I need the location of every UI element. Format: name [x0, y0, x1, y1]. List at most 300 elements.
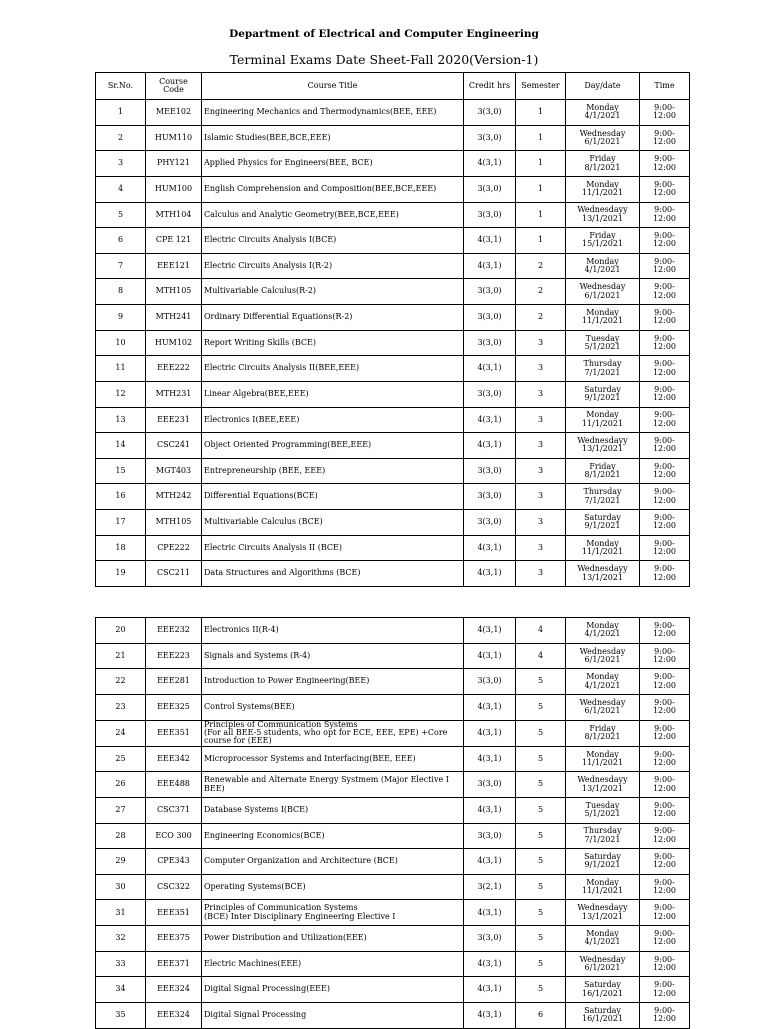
table-row — [96, 202, 690, 228]
table-row — [96, 874, 690, 900]
cell-time: 9:00-12:00 — [640, 253, 690, 279]
cell-course-code: MEE102 — [146, 100, 202, 126]
exam-day: Saturday — [584, 384, 621, 394]
exam-date: 11/1/2021 — [581, 418, 624, 428]
cell-time: 9:00-12:00 — [640, 874, 690, 900]
cell-sr-no: 7 — [96, 253, 146, 279]
exam-date: 15/1/2021 — [581, 239, 624, 249]
table-row — [96, 125, 690, 151]
exam-day: Monday — [586, 307, 619, 317]
cell-semester: 3 — [516, 381, 566, 407]
cell-course-title: Electric Circuits Analysis II(BEE,EEE) — [202, 356, 464, 382]
cell-course-title: English Comprehension and Composition(BEE,BCE,EEE) — [202, 176, 464, 202]
exam-date: 4/1/2021 — [584, 680, 621, 690]
cell-course-title: Renewable and Alternate Energy Systmem (Major Elective I BEE) — [202, 772, 464, 798]
cell-day-date — [566, 977, 640, 1003]
cell-credit-hrs: 3(3,0) — [464, 772, 516, 798]
header-course-title: Course Title — [202, 73, 464, 100]
cell-day-date — [566, 151, 640, 177]
exam-day: Monday — [586, 749, 619, 759]
cell-semester: 3 — [516, 484, 566, 510]
cell-course-code: EEE351 — [146, 720, 202, 746]
cell-time: 9:00-12:00 — [640, 125, 690, 151]
cell-course-code: EEE324 — [146, 977, 202, 1003]
cell-course-code: EEE231 — [146, 407, 202, 433]
table-row — [96, 151, 690, 177]
cell-course-title: Electronics I(BEE,EEE) — [202, 407, 464, 433]
cell-sr-no: 2 — [96, 125, 146, 151]
exam-date: 9/1/2021 — [584, 521, 621, 531]
cell-day-date — [566, 330, 640, 356]
cell-course-title: Principles of Communication Systems (BCE) Inter Disciplinary Engineering Elective I — [202, 900, 464, 926]
cell-semester: 4 — [516, 618, 566, 644]
cell-semester: 1 — [516, 100, 566, 126]
table-row — [96, 330, 690, 356]
cell-course-title: Multivariable Calculus (BCE) — [202, 510, 464, 536]
table-row — [96, 356, 690, 382]
cell-course-title: Entrepreneurship (BEE, EEE) — [202, 458, 464, 484]
table-row — [96, 381, 690, 407]
cell-credit-hrs: 3(3,0) — [464, 484, 516, 510]
cell-day-date — [566, 746, 640, 772]
cell-course-code: EEE371 — [146, 951, 202, 977]
cell-semester: 3 — [516, 407, 566, 433]
table-row — [96, 305, 690, 331]
exam-date: 8/1/2021 — [584, 162, 621, 172]
cell-course-code: HUM110 — [146, 125, 202, 151]
exam-day: Wednesdayy — [577, 903, 628, 913]
exam-date: 9/1/2021 — [584, 393, 621, 403]
cell-day-date — [566, 279, 640, 305]
exam-day: Monday — [586, 672, 619, 682]
exam-date: 16/1/2021 — [581, 988, 624, 998]
exam-date: 7/1/2021 — [584, 367, 621, 377]
cell-course-code: MTH231 — [146, 381, 202, 407]
header-semester: Semester — [516, 73, 566, 100]
cell-credit-hrs: 4(3,1) — [464, 535, 516, 561]
cell-semester: 5 — [516, 797, 566, 823]
cell-semester: 2 — [516, 279, 566, 305]
cell-time: 9:00-12:00 — [640, 279, 690, 305]
cell-sr-no: 24 — [96, 720, 146, 746]
cell-credit-hrs: 3(3,0) — [464, 458, 516, 484]
table-row — [96, 279, 690, 305]
cell-course-code: EEE232 — [146, 618, 202, 644]
header-day-date: Day/date — [566, 73, 640, 100]
cell-course-title: Control Systems(BEE) — [202, 694, 464, 720]
cell-time: 9:00-12:00 — [640, 772, 690, 798]
cell-semester: 3 — [516, 458, 566, 484]
exam-day: Saturday — [584, 512, 621, 522]
cell-credit-hrs: 4(3,1) — [464, 356, 516, 382]
cell-course-code: CSC211 — [146, 561, 202, 587]
cell-course-title: Signals and Systems (R-4) — [202, 643, 464, 669]
cell-course-code: MTH104 — [146, 202, 202, 228]
cell-course-code: HUM100 — [146, 176, 202, 202]
table-row — [96, 669, 690, 695]
cell-course-code: CPE 121 — [146, 228, 202, 254]
cell-day-date — [566, 874, 640, 900]
cell-time: 9:00-12:00 — [640, 849, 690, 875]
cell-credit-hrs: 3(3,0) — [464, 125, 516, 151]
table-row — [96, 797, 690, 823]
cell-sr-no: 28 — [96, 823, 146, 849]
cell-course-title: Differential Equations(BCE) — [202, 484, 464, 510]
cell-credit-hrs: 3(3,0) — [464, 381, 516, 407]
cell-day-date — [566, 433, 640, 459]
cell-time: 9:00-12:00 — [640, 305, 690, 331]
cell-time: 9:00-12:00 — [640, 1002, 690, 1028]
exam-date: 11/1/2021 — [581, 316, 624, 326]
cell-course-title: Introduction to Power Engineering(BEE) — [202, 669, 464, 695]
cell-course-title: Engineering Mechanics and Thermodynamics(BEE, EEE) — [202, 100, 464, 126]
cell-day-date — [566, 202, 640, 228]
exam-date: 13/1/2021 — [581, 911, 624, 921]
cell-day-date — [566, 561, 640, 587]
exam-day: Tuesday — [585, 333, 620, 343]
cell-day-date — [566, 694, 640, 720]
table-row — [96, 926, 690, 952]
cell-semester: 5 — [516, 874, 566, 900]
cell-course-title: Electric Circuits Analysis I(BCE) — [202, 228, 464, 254]
cell-sr-no: 15 — [96, 458, 146, 484]
cell-day-date — [566, 951, 640, 977]
cell-time: 9:00-12:00 — [640, 381, 690, 407]
exam-day: Monday — [586, 620, 619, 630]
table-row — [96, 746, 690, 772]
cell-day-date — [566, 669, 640, 695]
table-row — [96, 720, 690, 746]
cell-sr-no: 33 — [96, 951, 146, 977]
cell-course-code: EEE121 — [146, 253, 202, 279]
table-row — [96, 849, 690, 875]
exam-day: Monday — [586, 928, 619, 938]
exam-day: Monday — [586, 102, 619, 112]
exam-day: Saturday — [584, 852, 621, 862]
cell-credit-hrs: 4(3,1) — [464, 977, 516, 1003]
cell-course-code: MGT403 — [146, 458, 202, 484]
table-row — [96, 900, 690, 926]
cell-course-title: Object Oriented Programming(BEE,EEE) — [202, 433, 464, 459]
cell-time: 9:00-12:00 — [640, 151, 690, 177]
cell-course-code: EEE342 — [146, 746, 202, 772]
table-row — [96, 510, 690, 536]
cell-semester: 5 — [516, 823, 566, 849]
exam-date: 4/1/2021 — [584, 111, 621, 121]
exam-day: Monday — [586, 538, 619, 548]
cell-day-date — [566, 125, 640, 151]
cell-course-code: CPE222 — [146, 535, 202, 561]
cell-credit-hrs: 4(3,1) — [464, 1002, 516, 1028]
cell-course-title: Principles of Communication Systems (For all BEE-5 students, who opt for ECE, EEE, EPE) +Core course for (EEE) — [202, 720, 464, 746]
exam-date: 13/1/2021 — [581, 213, 624, 223]
exam-day: Friday — [589, 461, 616, 471]
date-sheet-table-part-2 — [95, 617, 690, 1029]
cell-course-title: Calculus and Analytic Geometry(BEE,BCE,EEE) — [202, 202, 464, 228]
cell-sr-no: 1 — [96, 100, 146, 126]
exam-date: 9/1/2021 — [584, 860, 621, 870]
cell-credit-hrs: 3(3,0) — [464, 510, 516, 536]
cell-day-date — [566, 381, 640, 407]
cell-sr-no: 13 — [96, 407, 146, 433]
cell-sr-no: 6 — [96, 228, 146, 254]
cell-semester: 5 — [516, 772, 566, 798]
exam-day: Wednesdayy — [577, 436, 628, 446]
cell-course-title: Digital Signal Processing — [202, 1002, 464, 1028]
exam-date: 4/1/2021 — [584, 629, 621, 639]
cell-credit-hrs: 4(3,1) — [464, 228, 516, 254]
cell-sr-no: 19 — [96, 561, 146, 587]
exam-date: 13/1/2021 — [581, 572, 624, 582]
cell-semester: 3 — [516, 433, 566, 459]
cell-course-code: CSC371 — [146, 797, 202, 823]
cell-sr-no: 22 — [96, 669, 146, 695]
department-heading: Department of Electrical and Computer Engineering — [229, 28, 539, 40]
cell-day-date — [566, 484, 640, 510]
cell-semester: 3 — [516, 356, 566, 382]
cell-course-code: EEE222 — [146, 356, 202, 382]
cell-time: 9:00-12:00 — [640, 977, 690, 1003]
table-row — [96, 535, 690, 561]
cell-semester: 1 — [516, 125, 566, 151]
table-row — [96, 561, 690, 587]
cell-day-date — [566, 305, 640, 331]
cell-time: 9:00-12:00 — [640, 746, 690, 772]
cell-credit-hrs: 4(3,1) — [464, 433, 516, 459]
cell-course-title: Electric Machines(EEE) — [202, 951, 464, 977]
cell-credit-hrs: 3(3,0) — [464, 305, 516, 331]
exam-day: Wednesday — [579, 282, 626, 292]
exam-day: Thursday — [583, 359, 622, 369]
exam-date: 11/1/2021 — [581, 757, 624, 767]
cell-credit-hrs: 4(3,1) — [464, 694, 516, 720]
cell-credit-hrs: 4(3,1) — [464, 643, 516, 669]
cell-sr-no: 21 — [96, 643, 146, 669]
cell-day-date — [566, 253, 640, 279]
cell-time: 9:00-12:00 — [640, 356, 690, 382]
cell-day-date — [566, 900, 640, 926]
cell-time: 9:00-12:00 — [640, 900, 690, 926]
table-header-row — [96, 73, 690, 100]
cell-course-title: Computer Organization and Architecture (BCE) — [202, 849, 464, 875]
table-row — [96, 694, 690, 720]
cell-course-code: CSC322 — [146, 874, 202, 900]
cell-course-title: Electronics II(R-4) — [202, 618, 464, 644]
cell-time: 9:00-12:00 — [640, 797, 690, 823]
cell-day-date — [566, 407, 640, 433]
cell-semester: 5 — [516, 669, 566, 695]
cell-day-date — [566, 510, 640, 536]
cell-sr-no: 3 — [96, 151, 146, 177]
cell-credit-hrs: 3(2,1) — [464, 874, 516, 900]
table-row — [96, 100, 690, 126]
cell-day-date — [566, 797, 640, 823]
cell-day-date — [566, 535, 640, 561]
exam-day: Thursday — [583, 826, 622, 836]
cell-course-code: CSC241 — [146, 433, 202, 459]
cell-sr-no: 16 — [96, 484, 146, 510]
cell-course-code: EEE375 — [146, 926, 202, 952]
header-course-code: Course Code — [146, 73, 202, 100]
cell-course-code: EEE223 — [146, 643, 202, 669]
exam-date: 11/1/2021 — [581, 546, 624, 556]
exam-date: 8/1/2021 — [584, 732, 621, 742]
exam-day: Thursday — [583, 487, 622, 497]
table-row — [96, 458, 690, 484]
cell-course-title: Data Structures and Algorithms (BCE) — [202, 561, 464, 587]
exam-day: Saturday — [584, 1005, 621, 1015]
cell-sr-no: 14 — [96, 433, 146, 459]
table-row — [96, 228, 690, 254]
cell-day-date — [566, 618, 640, 644]
cell-time: 9:00-12:00 — [640, 176, 690, 202]
cell-course-title: Ordinary Differential Equations(R-2) — [202, 305, 464, 331]
cell-sr-no: 11 — [96, 356, 146, 382]
cell-course-title: Engineering Economics(BCE) — [202, 823, 464, 849]
cell-day-date — [566, 849, 640, 875]
cell-course-code: HUM102 — [146, 330, 202, 356]
cell-sr-no: 23 — [96, 694, 146, 720]
cell-semester: 5 — [516, 849, 566, 875]
exam-day: Saturday — [584, 980, 621, 990]
cell-sr-no: 18 — [96, 535, 146, 561]
cell-day-date — [566, 643, 640, 669]
cell-time: 9:00-12:00 — [640, 433, 690, 459]
cell-time: 9:00-12:00 — [640, 228, 690, 254]
exam-date: 6/1/2021 — [584, 290, 621, 300]
cell-course-code: MTH242 — [146, 484, 202, 510]
cell-sr-no: 20 — [96, 618, 146, 644]
cell-credit-hrs: 4(3,1) — [464, 849, 516, 875]
cell-sr-no: 32 — [96, 926, 146, 952]
cell-credit-hrs: 4(3,1) — [464, 407, 516, 433]
exam-date: 7/1/2021 — [584, 495, 621, 505]
cell-credit-hrs: 3(3,0) — [464, 176, 516, 202]
cell-time: 9:00-12:00 — [640, 100, 690, 126]
cell-time: 9:00-12:00 — [640, 823, 690, 849]
cell-day-date — [566, 720, 640, 746]
cell-credit-hrs: 3(3,0) — [464, 926, 516, 952]
cell-time: 9:00-12:00 — [640, 458, 690, 484]
cell-sr-no: 34 — [96, 977, 146, 1003]
cell-semester: 3 — [516, 535, 566, 561]
cell-time: 9:00-12:00 — [640, 535, 690, 561]
exam-day: Wednesday — [579, 646, 626, 656]
exam-date: 6/1/2021 — [584, 654, 621, 664]
exam-date: 5/1/2021 — [584, 341, 621, 351]
cell-semester: 5 — [516, 900, 566, 926]
cell-time: 9:00-12:00 — [640, 330, 690, 356]
cell-semester: 5 — [516, 720, 566, 746]
exam-day: Friday — [589, 231, 616, 241]
cell-time: 9:00-12:00 — [640, 720, 690, 746]
cell-day-date — [566, 1002, 640, 1028]
exam-date: 6/1/2021 — [584, 706, 621, 716]
exam-date: 6/1/2021 — [584, 136, 621, 146]
exam-day: Monday — [586, 410, 619, 420]
cell-day-date — [566, 926, 640, 952]
cell-semester: 3 — [516, 561, 566, 587]
cell-credit-hrs: 3(3,0) — [464, 823, 516, 849]
exam-day: Wednesdayy — [577, 205, 628, 215]
exam-day: Wednesday — [579, 954, 626, 964]
cell-sr-no: 25 — [96, 746, 146, 772]
cell-course-code: EEE351 — [146, 900, 202, 926]
cell-credit-hrs: 4(3,1) — [464, 561, 516, 587]
cell-course-code: CPE343 — [146, 849, 202, 875]
cell-course-title: Electric Circuits Analysis I(R-2) — [202, 253, 464, 279]
cell-time: 9:00-12:00 — [640, 407, 690, 433]
exam-day: Wednesday — [579, 697, 626, 707]
table-row — [96, 253, 690, 279]
cell-semester: 2 — [516, 305, 566, 331]
exam-day: Wednesday — [579, 128, 626, 138]
header-sr-no: Sr.No. — [96, 73, 146, 100]
cell-day-date — [566, 772, 640, 798]
cell-day-date — [566, 100, 640, 126]
cell-course-title: Operating Systems(BCE) — [202, 874, 464, 900]
page-title: Terminal Exams Date Sheet-Fall 2020(Version-1) — [229, 52, 539, 67]
table-row — [96, 1002, 690, 1028]
header-credit-hrs: Credit hrs — [464, 73, 516, 100]
exam-date: 4/1/2021 — [584, 937, 621, 947]
cell-course-title: Power Distribution and Utilization(EEE) — [202, 926, 464, 952]
table-row — [96, 772, 690, 798]
cell-time: 9:00-12:00 — [640, 202, 690, 228]
cell-semester: 6 — [516, 1002, 566, 1028]
cell-credit-hrs: 4(3,1) — [464, 951, 516, 977]
cell-time: 9:00-12:00 — [640, 694, 690, 720]
cell-semester: 2 — [516, 253, 566, 279]
cell-semester: 3 — [516, 510, 566, 536]
cell-day-date — [566, 823, 640, 849]
cell-time: 9:00-12:00 — [640, 484, 690, 510]
exam-date: 6/1/2021 — [584, 962, 621, 972]
cell-time: 9:00-12:00 — [640, 618, 690, 644]
cell-credit-hrs: 4(3,1) — [464, 720, 516, 746]
cell-credit-hrs: 4(3,1) — [464, 797, 516, 823]
cell-credit-hrs: 4(3,1) — [464, 900, 516, 926]
cell-sr-no: 30 — [96, 874, 146, 900]
cell-sr-no: 10 — [96, 330, 146, 356]
cell-sr-no: 29 — [96, 849, 146, 875]
cell-course-title: Report Writing Skills (BCE) — [202, 330, 464, 356]
cell-day-date — [566, 458, 640, 484]
cell-sr-no: 26 — [96, 772, 146, 798]
cell-course-code: MTH105 — [146, 279, 202, 305]
exam-date: 4/1/2021 — [584, 265, 621, 275]
cell-credit-hrs: 3(3,0) — [464, 279, 516, 305]
table-row — [96, 484, 690, 510]
exam-date: 16/1/2021 — [581, 1014, 624, 1024]
cell-semester: 4 — [516, 643, 566, 669]
cell-sr-no: 12 — [96, 381, 146, 407]
exam-date: 7/1/2021 — [584, 834, 621, 844]
cell-day-date — [566, 228, 640, 254]
exam-day: Monday — [586, 256, 619, 266]
cell-semester: 1 — [516, 176, 566, 202]
cell-sr-no: 31 — [96, 900, 146, 926]
exam-date: 13/1/2021 — [581, 444, 624, 454]
cell-sr-no: 8 — [96, 279, 146, 305]
exam-date: 13/1/2021 — [581, 783, 624, 793]
exam-day: Friday — [589, 154, 616, 164]
cell-time: 9:00-12:00 — [640, 561, 690, 587]
cell-course-title: Microprocessor Systems and Interfacing(BEE, EEE) — [202, 746, 464, 772]
cell-credit-hrs: 4(3,1) — [464, 253, 516, 279]
cell-sr-no: 35 — [96, 1002, 146, 1028]
cell-course-code: MTH105 — [146, 510, 202, 536]
